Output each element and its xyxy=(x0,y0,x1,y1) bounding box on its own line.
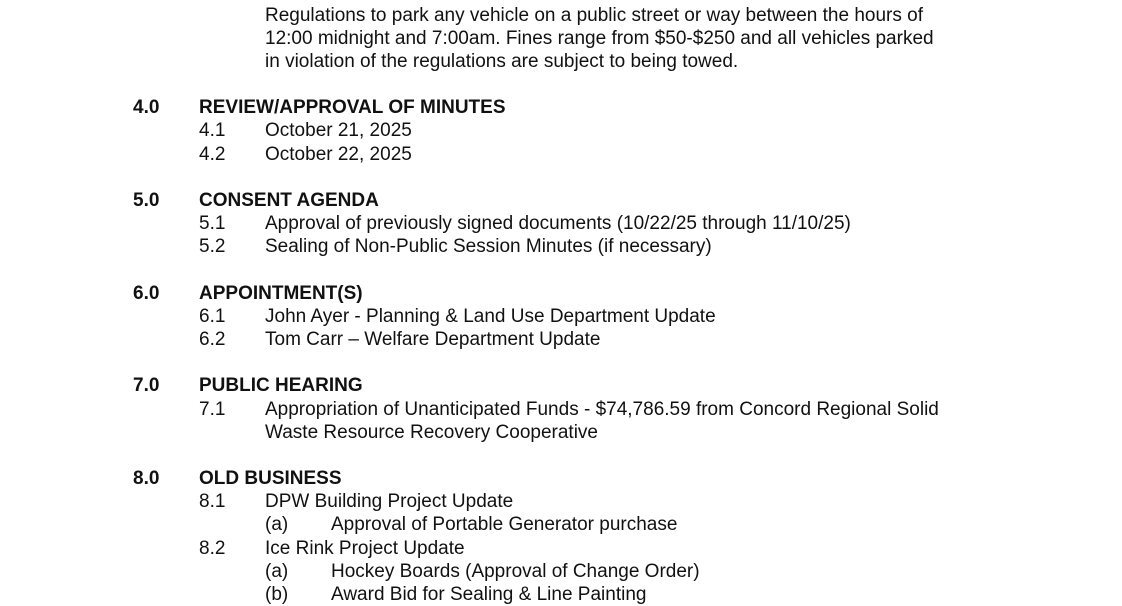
item-text-5-1: Approval of previously signed documents (10/22/25 through 11/10/25) xyxy=(265,213,851,234)
section-title-appointments: APPOINTMENT(S) xyxy=(199,283,363,304)
item-number-5-2: 5.2 xyxy=(199,236,226,257)
section-number-6: 6.0 xyxy=(133,283,160,304)
intro-line-3: in violation of the regulations are subject to being towed. xyxy=(265,51,739,72)
subitem-label-8-2-a: (a) xyxy=(265,561,289,582)
section-title-minutes: REVIEW/APPROVAL OF MINUTES xyxy=(199,97,506,118)
section-number-5: 5.0 xyxy=(133,190,160,211)
item-text-5-2: Sealing of Non-Public Session Minutes (if necessary) xyxy=(265,236,712,257)
item-number-5-1: 5.1 xyxy=(199,213,226,234)
item-text-4-1: October 21, 2025 xyxy=(265,120,412,141)
item-text-8-2: Ice Rink Project Update xyxy=(265,538,465,559)
item-text-6-2: Tom Carr – Welfare Department Update xyxy=(265,329,601,350)
item-text-7-1-continued: Waste Resource Recovery Cooperative xyxy=(265,422,598,443)
subitem-label-8-1-a: (a) xyxy=(265,514,289,535)
item-number-8-1: 8.1 xyxy=(199,491,226,512)
item-text-6-1: John Ayer - Planning & Land Use Department Update xyxy=(265,306,716,327)
intro-line-1: Regulations to park any vehicle on a public street or way between the hours of xyxy=(265,5,923,26)
item-number-7-1: 7.1 xyxy=(199,399,226,420)
item-text-4-2: October 22, 2025 xyxy=(265,144,412,165)
section-title-hearing: PUBLIC HEARING xyxy=(199,375,363,396)
item-number-6-2: 6.2 xyxy=(199,329,226,350)
item-number-4-2: 4.2 xyxy=(199,144,226,165)
section-number-4: 4.0 xyxy=(133,97,160,118)
subitem-label-8-2-b: (b) xyxy=(265,584,289,605)
subitem-text-8-1-a: Approval of Portable Generator purchase xyxy=(331,514,678,535)
item-number-8-2: 8.2 xyxy=(199,538,226,559)
item-text-8-1: DPW Building Project Update xyxy=(265,491,514,512)
section-title-consent: CONSENT AGENDA xyxy=(199,190,379,211)
section-title-old-business: OLD BUSINESS xyxy=(199,468,342,489)
intro-line-2: 12:00 midnight and 7:00am. Fines range from $50-$250 and all vehicles parked xyxy=(265,28,934,49)
item-text-7-1: Appropriation of Unanticipated Funds - $74,786.59 from Concord Regional Solid xyxy=(265,399,939,420)
section-number-7: 7.0 xyxy=(133,375,160,396)
subitem-text-8-2-b: Award Bid for Sealing & Line Painting xyxy=(331,584,647,605)
item-number-4-1: 4.1 xyxy=(199,120,226,141)
section-number-8: 8.0 xyxy=(133,468,160,489)
item-number-6-1: 6.1 xyxy=(199,306,226,327)
subitem-text-8-2-a: Hockey Boards (Approval of Change Order) xyxy=(331,561,700,582)
